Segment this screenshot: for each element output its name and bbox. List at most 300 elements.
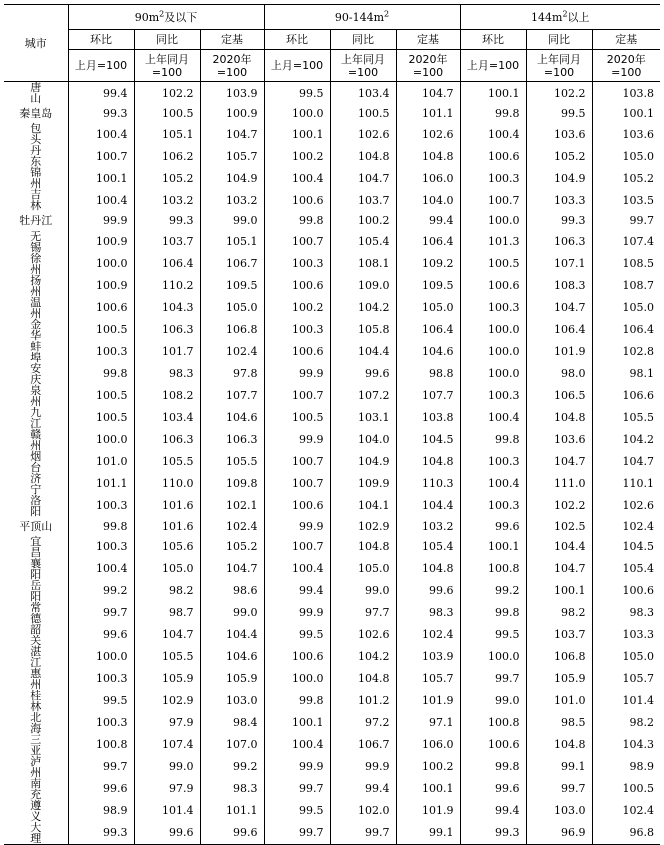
index-value: 106.7 — [200, 253, 264, 275]
index-value: 103.4 — [330, 82, 396, 105]
index-value: 102.0 — [330, 800, 396, 822]
index-value: 104.5 — [592, 536, 660, 558]
base-header-line: =100 — [543, 65, 575, 79]
index-value: 100.1 — [68, 167, 134, 189]
index-value: 98.4 — [200, 712, 264, 734]
index-value: 97.1 — [396, 712, 460, 734]
city-name: 洛阳 — [30, 493, 59, 518]
city-name: 大理 — [4, 822, 68, 845]
index-value: 100.0 — [68, 646, 134, 668]
city-name: 唐山 — [30, 81, 59, 105]
index-value: 101.6 — [134, 517, 200, 536]
index-value: 99.6 — [200, 822, 264, 845]
index-value: 109.8 — [200, 473, 264, 495]
index-value: 103.4 — [134, 407, 200, 429]
index-value: 100.5 — [460, 253, 526, 275]
index-value: 102.4 — [396, 624, 460, 646]
index-value: 99.3 — [134, 211, 200, 230]
index-value: 104.4 — [330, 341, 396, 363]
index-value: 99.6 — [460, 778, 526, 800]
table-row — [4, 800, 660, 822]
index-value: 103.0 — [200, 690, 264, 712]
index-value: 99.9 — [264, 517, 330, 536]
index-value: 102.8 — [592, 341, 660, 363]
index-value: 105.0 — [200, 297, 264, 319]
index-value: 99.7 — [264, 778, 330, 800]
index-value: 100.2 — [330, 211, 396, 230]
city-name: 北海 — [30, 710, 59, 735]
index-value: 99.3 — [68, 104, 134, 123]
index-value: 105.5 — [134, 646, 200, 668]
base-header-line: =100 — [151, 65, 183, 79]
index-value: 100.6 — [264, 275, 330, 297]
index-value: 100.4 — [460, 407, 526, 429]
index-value: 110.0 — [134, 473, 200, 495]
index-value: 100.0 — [264, 104, 330, 123]
index-value: 106.5 — [526, 385, 592, 407]
table-row — [4, 319, 660, 341]
index-value: 102.6 — [330, 123, 396, 145]
base-header-base — [396, 50, 460, 82]
subheader-mom: 环比 — [460, 30, 526, 50]
index-value: 100.0 — [460, 319, 526, 341]
index-value: 100.5 — [134, 104, 200, 123]
index-value: 107.7 — [396, 385, 460, 407]
index-value: 99.1 — [396, 822, 460, 845]
city-name: 岳阳 — [30, 578, 59, 603]
index-value: 100.9 — [200, 104, 264, 123]
index-value: 105.2 — [134, 167, 200, 189]
index-value: 105.4 — [330, 231, 396, 253]
base-header-line: =100 — [347, 65, 379, 79]
index-value: 100.4 — [264, 167, 330, 189]
city-name: 牡丹江 — [19, 214, 53, 228]
table-row — [4, 734, 660, 756]
index-value: 100.9 — [68, 275, 134, 297]
index-value: 104.7 — [526, 297, 592, 319]
city-name: 泸州 — [30, 754, 59, 779]
index-value: 100.9 — [68, 231, 134, 253]
index-value: 107.4 — [134, 734, 200, 756]
index-value: 100.5 — [68, 319, 134, 341]
index-value: 105.8 — [330, 319, 396, 341]
table-row — [4, 123, 660, 145]
index-value: 99.5 — [526, 104, 592, 123]
index-value: 100.2 — [396, 756, 460, 778]
index-value: 106.8 — [200, 319, 264, 341]
index-value: 106.0 — [396, 167, 460, 189]
index-value: 109.2 — [396, 253, 460, 275]
index-value: 100.3 — [68, 495, 134, 517]
index-value: 109.0 — [330, 275, 396, 297]
index-value: 100.0 — [460, 646, 526, 668]
subheader-mom: 环比 — [264, 30, 330, 50]
table-row — [4, 363, 660, 385]
index-value: 103.3 — [526, 189, 592, 211]
index-value: 99.3 — [460, 822, 526, 845]
index-value: 99.4 — [330, 778, 396, 800]
index-value: 99.5 — [68, 690, 134, 712]
index-value: 101.9 — [396, 690, 460, 712]
index-value: 100.3 — [460, 495, 526, 517]
index-value: 105.7 — [396, 668, 460, 690]
index-value: 99.8 — [68, 363, 134, 385]
index-value: 103.8 — [396, 407, 460, 429]
index-value: 99.9 — [330, 756, 396, 778]
city-name: 遵义 — [30, 798, 59, 823]
index-value: 101.4 — [592, 690, 660, 712]
index-value: 102.6 — [592, 495, 660, 517]
city-name: 吉林 — [30, 188, 59, 213]
index-value: 99.2 — [200, 756, 264, 778]
index-value: 103.2 — [200, 189, 264, 211]
index-value: 110.1 — [592, 473, 660, 495]
index-value: 102.4 — [592, 517, 660, 536]
base-header-yoy — [526, 50, 592, 82]
base-header-base — [200, 50, 264, 82]
table-row — [4, 580, 660, 602]
index-value: 103.9 — [200, 82, 264, 105]
index-value: 104.8 — [526, 734, 592, 756]
index-value: 104.8 — [330, 668, 396, 690]
table-row — [4, 646, 660, 668]
subheader-base: 定基 — [396, 30, 460, 50]
index-value: 98.3 — [200, 778, 264, 800]
table-row — [4, 297, 660, 319]
index-value: 99.9 — [264, 363, 330, 385]
index-value: 105.0 — [396, 297, 460, 319]
index-value: 105.9 — [526, 668, 592, 690]
index-value: 100.3 — [460, 451, 526, 473]
index-value: 99.9 — [264, 756, 330, 778]
index-value: 104.2 — [330, 646, 396, 668]
base-header-line: =100 — [216, 65, 248, 79]
subheader-yoy: 同比 — [134, 30, 200, 50]
index-value: 99.6 — [134, 822, 200, 845]
index-value: 103.0 — [526, 800, 592, 822]
index-value: 107.7 — [200, 385, 264, 407]
index-value: 106.3 — [526, 231, 592, 253]
table-row — [4, 341, 660, 363]
index-value: 106.4 — [396, 319, 460, 341]
index-value: 104.2 — [330, 297, 396, 319]
index-value: 100.3 — [68, 341, 134, 363]
index-value: 107.4 — [592, 231, 660, 253]
index-value: 99.5 — [264, 800, 330, 822]
index-value: 96.9 — [526, 822, 592, 845]
base-header-line: =100 — [611, 65, 642, 79]
index-value: 100.0 — [460, 211, 526, 230]
index-value: 101.4 — [134, 800, 200, 822]
index-value: 99.8 — [460, 429, 526, 451]
index-value: 104.9 — [526, 167, 592, 189]
index-value: 99.0 — [200, 602, 264, 624]
index-value: 99.8 — [68, 517, 134, 536]
subheader-yoy: 同比 — [526, 30, 592, 50]
city-name: 惠州 — [30, 666, 59, 691]
city-name: 烟台 — [30, 449, 59, 474]
index-value: 105.9 — [200, 668, 264, 690]
city-name: 三亚 — [30, 732, 59, 757]
price-index-table — [4, 4, 660, 845]
city-name: 九江 — [30, 405, 59, 430]
table-row — [4, 385, 660, 407]
index-value: 100.3 — [460, 385, 526, 407]
table-row — [4, 231, 660, 253]
index-value: 102.9 — [330, 517, 396, 536]
index-value: 104.3 — [592, 734, 660, 756]
table-row — [4, 189, 660, 211]
table-row — [4, 407, 660, 429]
index-value: 104.4 — [396, 495, 460, 517]
index-value: 104.8 — [526, 407, 592, 429]
index-value: 104.6 — [200, 646, 264, 668]
index-value: 98.3 — [134, 363, 200, 385]
index-value: 104.1 — [330, 495, 396, 517]
base-header-line: 2020年 — [606, 52, 646, 66]
index-value: 100.7 — [68, 145, 134, 167]
index-value: 99.7 — [330, 822, 396, 845]
index-value: 99.7 — [68, 602, 134, 624]
index-value: 105.2 — [526, 145, 592, 167]
base-header-line: 上月=100 — [270, 59, 324, 72]
index-value: 99.4 — [68, 82, 134, 105]
index-value: 101.0 — [526, 690, 592, 712]
base-header-line: 上年同月 — [341, 52, 386, 66]
group-header-medium: $90-144m^2$ — [264, 5, 460, 30]
index-value: 104.7 — [200, 558, 264, 580]
index-value: 104.8 — [330, 536, 396, 558]
table-row — [4, 822, 660, 845]
index-value: 100.6 — [264, 341, 330, 363]
index-value: 100.7 — [264, 451, 330, 473]
index-value: 100.4 — [68, 558, 134, 580]
index-value: 104.7 — [200, 123, 264, 145]
index-value: 98.2 — [134, 580, 200, 602]
subheader-mom: 环比 — [68, 30, 134, 50]
city-name: 泉州 — [30, 383, 59, 408]
index-value: 100.6 — [460, 145, 526, 167]
index-value: 99.3 — [68, 822, 134, 845]
index-value: 104.4 — [200, 624, 264, 646]
index-value: 110.2 — [134, 275, 200, 297]
index-value: 100.1 — [264, 712, 330, 734]
index-value: 103.8 — [592, 82, 660, 105]
index-value: 103.2 — [396, 517, 460, 536]
index-value: 105.7 — [200, 145, 264, 167]
index-value: 103.7 — [134, 231, 200, 253]
index-value: 102.5 — [526, 517, 592, 536]
city-name: 蚌埠 — [30, 339, 59, 364]
index-value: 104.6 — [200, 407, 264, 429]
index-value: 100.5 — [264, 407, 330, 429]
index-value: 101.3 — [460, 231, 526, 253]
index-value: 99.4 — [460, 800, 526, 822]
index-value: 102.1 — [200, 495, 264, 517]
index-value: 105.7 — [592, 668, 660, 690]
index-value: 103.9 — [396, 646, 460, 668]
index-value: 109.5 — [396, 275, 460, 297]
index-value: 104.8 — [396, 451, 460, 473]
index-value: 100.6 — [264, 495, 330, 517]
index-value: 100.5 — [68, 407, 134, 429]
index-value: 99.8 — [460, 756, 526, 778]
city-name: 襄阳 — [30, 556, 59, 581]
table-row — [4, 712, 660, 734]
city-name: 温州 — [30, 295, 59, 320]
index-value: 104.7 — [134, 624, 200, 646]
table-header — [4, 5, 660, 82]
index-value: 106.4 — [396, 231, 460, 253]
table-row — [4, 602, 660, 624]
index-value: 106.0 — [396, 734, 460, 756]
index-value: 100.6 — [68, 297, 134, 319]
index-value: 108.1 — [330, 253, 396, 275]
index-value: 102.4 — [200, 517, 264, 536]
index-value: 98.1 — [592, 363, 660, 385]
index-value: 100.7 — [460, 189, 526, 211]
table-row — [4, 778, 660, 800]
index-value: 97.9 — [134, 712, 200, 734]
index-value: 104.3 — [134, 297, 200, 319]
index-value: 99.7 — [526, 778, 592, 800]
group-header-small: $90m^2$及以下 — [68, 5, 264, 30]
index-value: 108.3 — [526, 275, 592, 297]
index-value: 106.4 — [592, 319, 660, 341]
index-value: 103.3 — [592, 624, 660, 646]
index-value: 99.5 — [264, 82, 330, 105]
index-value: 99.5 — [460, 624, 526, 646]
index-value: 108.2 — [134, 385, 200, 407]
index-value: 98.5 — [526, 712, 592, 734]
index-value: 99.7 — [264, 822, 330, 845]
index-value: 103.5 — [592, 189, 660, 211]
subheader-base: 定基 — [200, 30, 264, 50]
index-value: 99.1 — [526, 756, 592, 778]
index-value: 99.8 — [264, 690, 330, 712]
table-row — [4, 756, 660, 778]
index-value: 100.3 — [68, 536, 134, 558]
index-value: 105.2 — [592, 167, 660, 189]
index-value: 105.4 — [396, 536, 460, 558]
table-row — [4, 145, 660, 167]
index-value: 106.7 — [330, 734, 396, 756]
table-row — [4, 536, 660, 558]
index-value: 100.4 — [264, 558, 330, 580]
subheader-yoy: 同比 — [330, 30, 396, 50]
base-header-line: 2020年 — [408, 52, 448, 66]
city-name: 徐州 — [30, 251, 59, 276]
table-row — [4, 558, 660, 580]
index-value: 107.1 — [526, 253, 592, 275]
city-name: 包头 — [30, 122, 59, 147]
index-value: 103.7 — [330, 189, 396, 211]
city-name: 赣州 — [30, 427, 59, 452]
index-value: 103.6 — [592, 123, 660, 145]
index-value: 100.7 — [264, 231, 330, 253]
index-value: 107.0 — [200, 734, 264, 756]
index-value: 103.1 — [330, 407, 396, 429]
table-body — [4, 82, 660, 845]
index-value: 98.9 — [592, 756, 660, 778]
index-value: 100.0 — [68, 253, 134, 275]
index-value: 103.7 — [526, 624, 592, 646]
index-value: 107.2 — [330, 385, 396, 407]
index-value: 104.7 — [330, 167, 396, 189]
base-header-mom — [264, 50, 330, 82]
city-name: 宜昌 — [30, 534, 59, 559]
index-value: 100.3 — [264, 319, 330, 341]
index-value: 104.0 — [396, 189, 460, 211]
index-value: 100.2 — [264, 297, 330, 319]
base-header-mom — [68, 50, 134, 82]
index-value: 97.7 — [330, 602, 396, 624]
index-value: 106.4 — [134, 253, 200, 275]
index-value: 101.1 — [200, 800, 264, 822]
index-value: 100.0 — [460, 341, 526, 363]
index-value: 100.8 — [460, 558, 526, 580]
table-row — [4, 104, 660, 123]
index-value: 102.4 — [592, 800, 660, 822]
table-row — [4, 517, 660, 536]
index-value: 104.2 — [592, 429, 660, 451]
base-header-line: =100 — [412, 65, 444, 79]
index-value: 100.1 — [396, 778, 460, 800]
index-value: 100.4 — [68, 123, 134, 145]
index-value: 99.5 — [264, 624, 330, 646]
index-value: 100.0 — [264, 668, 330, 690]
index-value: 104.9 — [330, 451, 396, 473]
index-value: 96.8 — [592, 822, 660, 845]
index-value: 100.1 — [460, 536, 526, 558]
index-value: 108.5 — [592, 253, 660, 275]
index-value: 111.0 — [526, 473, 592, 495]
index-value: 100.6 — [264, 646, 330, 668]
index-value: 105.0 — [592, 145, 660, 167]
index-value: 98.2 — [592, 712, 660, 734]
index-value: 99.8 — [460, 104, 526, 123]
index-value: 99.0 — [200, 211, 264, 230]
index-value: 99.2 — [68, 580, 134, 602]
index-value: 100.8 — [460, 712, 526, 734]
index-value: 110.3 — [396, 473, 460, 495]
index-value: 100.8 — [68, 734, 134, 756]
index-value: 104.6 — [396, 341, 460, 363]
city-name: 桂林 — [30, 688, 59, 713]
index-value: 99.8 — [460, 602, 526, 624]
index-value: 99.7 — [68, 756, 134, 778]
index-value: 109.5 — [200, 275, 264, 297]
index-value: 106.6 — [592, 385, 660, 407]
index-value: 100.7 — [264, 536, 330, 558]
index-value: 105.0 — [592, 297, 660, 319]
index-value: 99.4 — [396, 211, 460, 230]
base-header-yoy — [134, 50, 200, 82]
index-value: 105.1 — [134, 123, 200, 145]
index-value: 98.7 — [134, 602, 200, 624]
group-header-large: $144m^2$以上 — [460, 5, 660, 30]
index-value: 103.2 — [134, 189, 200, 211]
index-value: 101.7 — [134, 341, 200, 363]
index-value: 99.9 — [68, 211, 134, 230]
city-name: 锦州 — [30, 166, 59, 191]
index-value: 99.0 — [134, 756, 200, 778]
index-value: 100.7 — [264, 385, 330, 407]
index-value: 100.3 — [68, 668, 134, 690]
index-value: 100.1 — [460, 82, 526, 105]
city-name: 扬州 — [30, 273, 59, 298]
base-header-base — [592, 50, 660, 82]
